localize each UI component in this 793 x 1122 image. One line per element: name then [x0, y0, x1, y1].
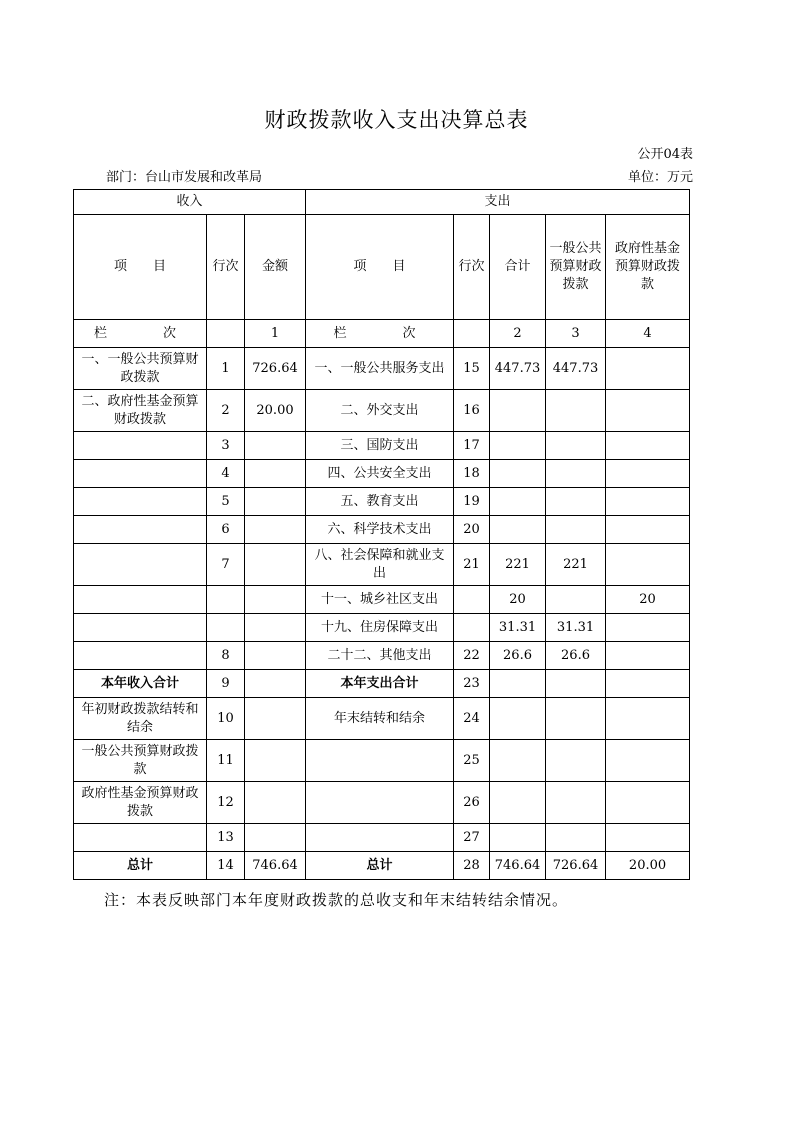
total-header: 合计 [490, 215, 546, 320]
income-item-header: 项 目 [74, 215, 207, 320]
expense-item: 六、科学技术支出 [306, 516, 454, 544]
table-row [74, 852, 690, 880]
total-amount [490, 460, 546, 488]
expense-line-no: 28 [454, 852, 490, 880]
income-header: 收入 [74, 190, 306, 215]
income-amount [245, 516, 306, 544]
page-title: 财政拨款收入支出决算总表 [264, 108, 529, 132]
income-line-no: 6 [207, 516, 245, 544]
general-budget-amount [546, 460, 606, 488]
total-amount [490, 740, 546, 782]
income-item [74, 614, 207, 642]
expense-item: 四、公共安全支出 [306, 460, 454, 488]
general-budget-amount: 726.64 [546, 852, 606, 880]
table-row [74, 698, 690, 740]
gov-fund-amount [606, 740, 690, 782]
income-line-no: 8 [207, 642, 245, 670]
total-amount [490, 488, 546, 516]
form-code: 公开04表 [637, 147, 693, 162]
gov-fund-amount [606, 348, 690, 390]
income-item: 政府性基金预算财政拨款 [74, 782, 207, 824]
expense-item: 二、外交支出 [306, 390, 454, 432]
total-amount: 20 [490, 586, 546, 614]
income-item [74, 460, 207, 488]
expense-line-no: 21 [454, 544, 490, 586]
income-item [74, 586, 207, 614]
gov-fund-amount: 20 [606, 586, 690, 614]
income-amount: 20.00 [245, 390, 306, 432]
table-row [74, 782, 690, 824]
gov-fund-header: 政府性基金预算财政拨款 [606, 215, 690, 320]
amount-header: 金额 [245, 215, 306, 320]
income-amount [245, 544, 306, 586]
expense-item: 年末结转和结余 [306, 698, 454, 740]
column-3: 3 [546, 320, 606, 348]
total-amount [490, 432, 546, 460]
expense-line-no: 25 [454, 740, 490, 782]
income-item [74, 432, 207, 460]
general-budget-amount: 26.6 [546, 642, 606, 670]
income-line-no: 1 [207, 348, 245, 390]
general-budget-amount [546, 670, 606, 698]
gov-fund-amount [606, 516, 690, 544]
income-line-no: 11 [207, 740, 245, 782]
total-amount [490, 698, 546, 740]
income-item [74, 544, 207, 586]
column-label: 栏 次 [74, 320, 207, 348]
gov-fund-amount: 20.00 [606, 852, 690, 880]
income-item [74, 516, 207, 544]
income-amount [245, 642, 306, 670]
gov-fund-amount [606, 698, 690, 740]
table-body [74, 348, 690, 880]
expense-item: 二十二、其他支出 [306, 642, 454, 670]
expense-line-no: 24 [454, 698, 490, 740]
expense-line-no: 27 [454, 824, 490, 852]
income-line-no: 3 [207, 432, 245, 460]
income-item: 一般公共预算财政拨款 [74, 740, 207, 782]
expense-item: 本年支出合计 [306, 670, 454, 698]
general-budget-amount [546, 782, 606, 824]
table-row [74, 488, 690, 516]
table-row [74, 460, 690, 488]
general-budget-amount [546, 390, 606, 432]
table-row [74, 544, 690, 586]
expense-line-no: 23 [454, 670, 490, 698]
expense-line-no: 16 [454, 390, 490, 432]
total-amount: 221 [490, 544, 546, 586]
column-no-blank [454, 320, 490, 348]
income-item: 二、政府性基金预算财政拨款 [74, 390, 207, 432]
total-amount: 447.73 [490, 348, 546, 390]
general-budget-amount [546, 824, 606, 852]
general-budget-amount: 447.73 [546, 348, 606, 390]
gov-fund-amount [606, 642, 690, 670]
income-amount: 726.64 [245, 348, 306, 390]
gov-fund-amount [606, 544, 690, 586]
table-row [74, 614, 690, 642]
income-amount [245, 586, 306, 614]
expense-line-no: 18 [454, 460, 490, 488]
general-budget-amount [546, 432, 606, 460]
income-amount [245, 782, 306, 824]
expense-item: 一、一般公共服务支出 [306, 348, 454, 390]
income-line-no-header: 行次 [207, 215, 245, 320]
general-budget-header: 一般公共预算财政拨款 [546, 215, 606, 320]
total-amount: 746.64 [490, 852, 546, 880]
income-line-no: 9 [207, 670, 245, 698]
table-row [74, 432, 690, 460]
unit-label: 单位：万元 [627, 170, 693, 185]
expense-line-no: 20 [454, 516, 490, 544]
column-4: 4 [606, 320, 690, 348]
general-budget-amount [546, 488, 606, 516]
income-item: 年初财政拨款结转和结余 [74, 698, 207, 740]
income-amount [245, 740, 306, 782]
expense-line-no: 19 [454, 488, 490, 516]
expense-header: 支出 [306, 190, 690, 215]
income-item [74, 824, 207, 852]
general-budget-amount [546, 740, 606, 782]
income-amount [245, 460, 306, 488]
income-amount: 746.64 [245, 852, 306, 880]
gov-fund-amount [606, 432, 690, 460]
expense-item-header: 项 目 [306, 215, 454, 320]
income-item: 总计 [74, 852, 207, 880]
expense-item [306, 782, 454, 824]
income-amount [245, 614, 306, 642]
expense-line-no [454, 586, 490, 614]
expense-item: 总计 [306, 852, 454, 880]
column-2: 2 [490, 320, 546, 348]
total-amount: 26.6 [490, 642, 546, 670]
gov-fund-amount [606, 824, 690, 852]
table-row [74, 740, 690, 782]
income-line-no: 4 [207, 460, 245, 488]
income-line-no: 7 [207, 544, 245, 586]
table-row [74, 516, 690, 544]
gov-fund-amount [606, 614, 690, 642]
total-amount [490, 516, 546, 544]
general-budget-amount [546, 586, 606, 614]
expense-line-no-header: 行次 [454, 215, 490, 320]
general-budget-amount: 31.31 [546, 614, 606, 642]
income-line-no: 14 [207, 852, 245, 880]
income-amount [245, 488, 306, 516]
expense-item: 八、社会保障和就业支出 [306, 544, 454, 586]
gov-fund-amount [606, 782, 690, 824]
expense-line-no: 22 [454, 642, 490, 670]
column-1: 1 [245, 320, 306, 348]
gov-fund-amount [606, 670, 690, 698]
income-line-no: 5 [207, 488, 245, 516]
income-item [74, 642, 207, 670]
income-line-no: 13 [207, 824, 245, 852]
expense-item: 十一、城乡社区支出 [306, 586, 454, 614]
table-row [74, 642, 690, 670]
total-amount [490, 824, 546, 852]
table-row [74, 586, 690, 614]
total-amount [490, 670, 546, 698]
expense-item: 五、教育支出 [306, 488, 454, 516]
expense-item: 三、国防支出 [306, 432, 454, 460]
budget-table [73, 189, 690, 880]
income-line-no [207, 586, 245, 614]
expense-item [306, 740, 454, 782]
table-row [74, 390, 690, 432]
expense-line-no: 17 [454, 432, 490, 460]
table-row [74, 670, 690, 698]
expense-item: 十九、住房保障支出 [306, 614, 454, 642]
expense-line-no [454, 614, 490, 642]
income-line-no: 10 [207, 698, 245, 740]
income-item [74, 488, 207, 516]
table-row [74, 824, 690, 852]
income-line-no: 2 [207, 390, 245, 432]
income-amount [245, 670, 306, 698]
total-amount: 31.31 [490, 614, 546, 642]
income-item: 一、一般公共预算财政拨款 [74, 348, 207, 390]
gov-fund-amount [606, 488, 690, 516]
income-item: 本年收入合计 [74, 670, 207, 698]
total-amount [490, 390, 546, 432]
table-row [74, 348, 690, 390]
general-budget-amount: 221 [546, 544, 606, 586]
total-amount [490, 782, 546, 824]
income-amount [245, 698, 306, 740]
department-label: 部门：台山市发展和改革局 [106, 170, 263, 185]
general-budget-amount [546, 698, 606, 740]
expense-line-no: 15 [454, 348, 490, 390]
income-amount [245, 432, 306, 460]
general-budget-amount [546, 516, 606, 544]
expense-item [306, 824, 454, 852]
income-line-no [207, 614, 245, 642]
income-line-no: 12 [207, 782, 245, 824]
column-no-blank [207, 320, 245, 348]
income-amount [245, 824, 306, 852]
gov-fund-amount [606, 390, 690, 432]
footnote: 注：本表反映部门本年度财政拨款的总收支和年末结转结余情况。 [104, 891, 569, 909]
expense-line-no: 26 [454, 782, 490, 824]
column-label: 栏 次 [306, 320, 454, 348]
gov-fund-amount [606, 460, 690, 488]
